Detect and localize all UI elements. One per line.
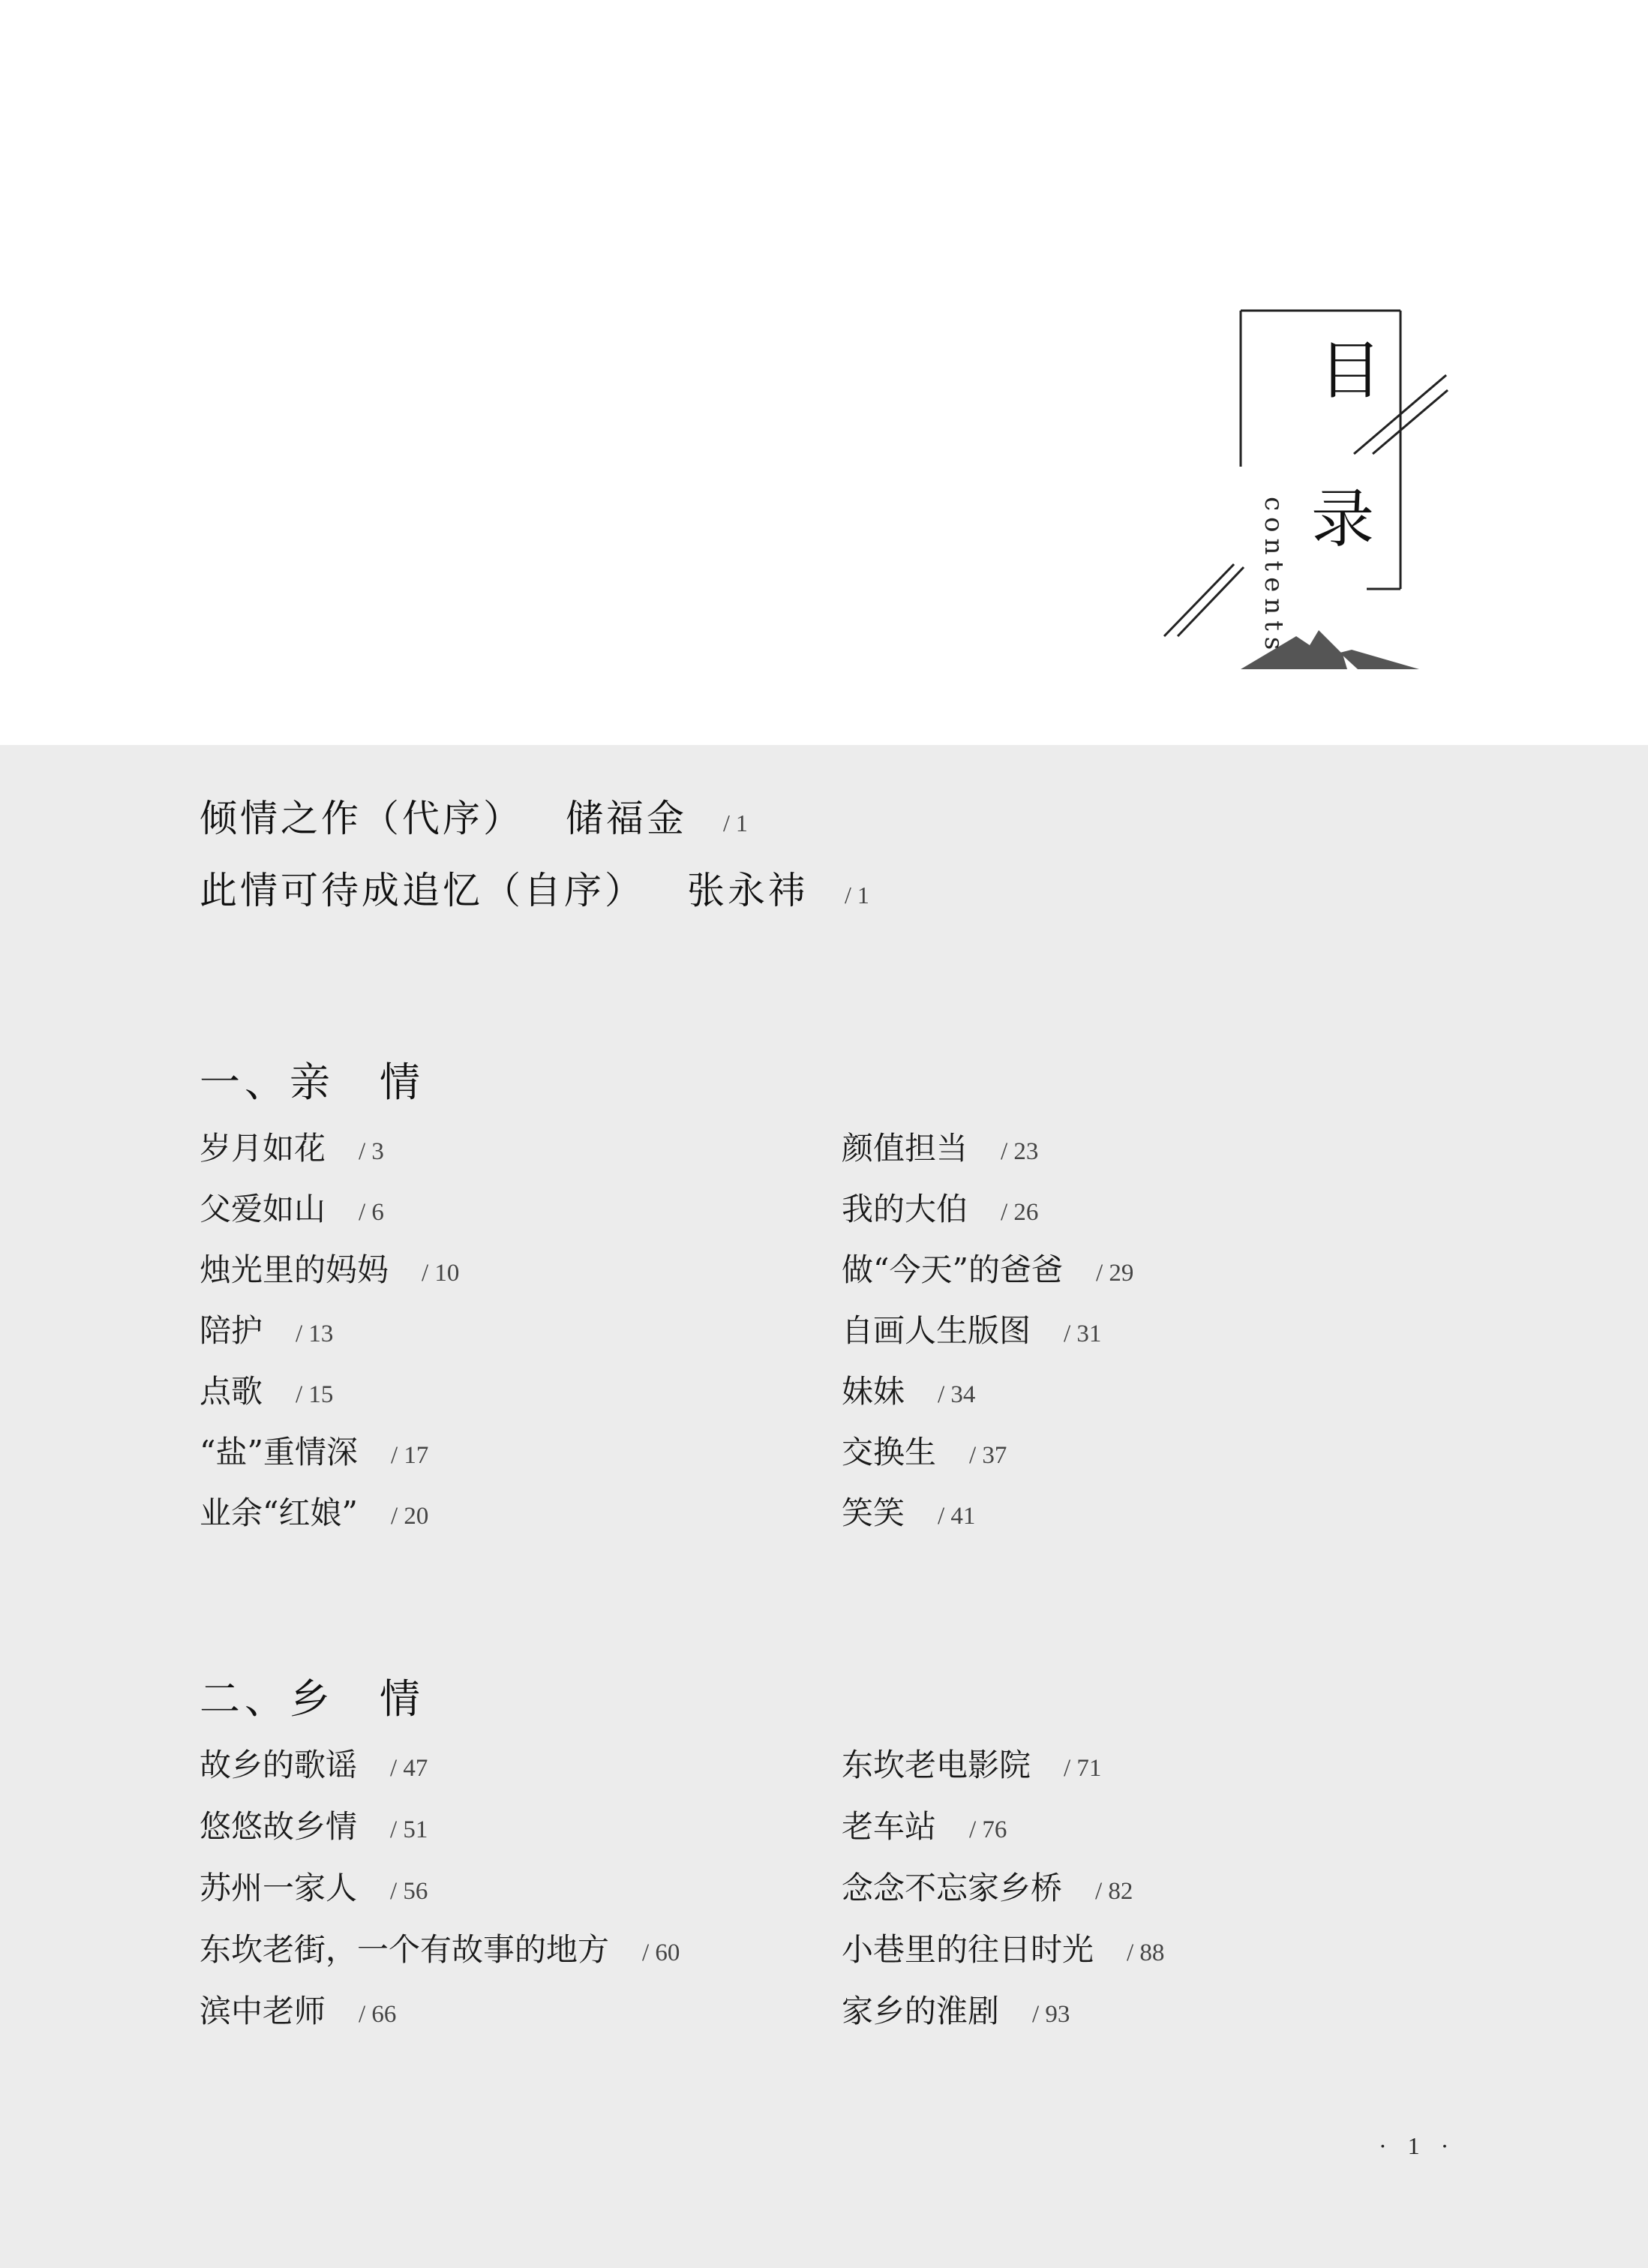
entry-title: 念念不忘家乡桥: [842, 1870, 1063, 1906]
page-number: / 13: [296, 1320, 334, 1347]
page-number: / 6: [359, 1199, 384, 1226]
list-item: [842, 1251, 1134, 1288]
entry-title: 陪护: [200, 1312, 263, 1349]
entry-title: 烛光里的妈妈: [200, 1251, 389, 1288]
entry-title: 点歌: [200, 1373, 263, 1410]
contents-emblem: [1155, 300, 1470, 690]
list-item: [200, 1434, 429, 1470]
preface-title: 倾情之作（代序）: [200, 797, 524, 840]
list-item: [200, 1993, 397, 2029]
page-number: / 47: [390, 1755, 428, 1782]
list-item: [200, 1251, 460, 1288]
page-number: / 71: [1064, 1755, 1102, 1782]
page-number: / 56: [390, 1878, 428, 1905]
preface-entry: [200, 797, 748, 840]
entry-title: 东坎老电影院: [842, 1747, 1031, 1783]
page-number: / 15: [296, 1381, 334, 1408]
list-item: [842, 1993, 1070, 2029]
list-item: [842, 1191, 1039, 1227]
list-item: [200, 1931, 680, 1968]
preface-entry: [200, 869, 869, 912]
list-item: [200, 1191, 384, 1227]
entry-title: 东坎老街，一个有故事的地方: [200, 1931, 610, 1968]
page-number: / 37: [969, 1442, 1007, 1469]
list-item: [842, 1312, 1102, 1349]
entry-title: 小巷里的往日时光: [842, 1931, 1094, 1968]
entry-title: 我的大伯: [842, 1191, 968, 1227]
heading-subtitle: contents: [1259, 497, 1289, 656]
page-number: / 17: [390, 1442, 429, 1469]
page-number: / 1: [845, 882, 869, 909]
page-folio: · 1 ·: [1379, 2132, 1457, 2159]
page-number: / 66: [359, 2001, 397, 2028]
list-item: [200, 1808, 428, 1845]
list-item: [842, 1434, 1007, 1470]
section-title: 二、乡 情: [200, 1675, 425, 1723]
page-number: / 20: [390, 1503, 429, 1530]
list-item: [842, 1373, 976, 1410]
entry-title: 笑笑: [842, 1494, 905, 1531]
entry-title: 悠悠故乡情: [200, 1808, 358, 1845]
page-number: / 60: [642, 1939, 680, 1966]
entry-title: 岁月如花: [200, 1130, 326, 1167]
page-number: / 76: [969, 1816, 1007, 1843]
page-number: / 3: [359, 1138, 384, 1165]
entry-title: 交换生: [842, 1434, 937, 1470]
list-item: [842, 1494, 976, 1531]
page-number: / 31: [1064, 1320, 1102, 1347]
entry-title: 故乡的歌谣: [200, 1747, 358, 1783]
list-item: [200, 1747, 428, 1783]
list-item: [200, 1130, 384, 1167]
page-number: / 93: [1032, 2001, 1070, 2028]
list-item: [842, 1870, 1133, 1906]
page-number: / 1: [723, 810, 748, 837]
entry-title: 苏州一家人: [200, 1870, 358, 1906]
page-number: / 10: [422, 1260, 460, 1287]
list-item: [200, 1870, 428, 1906]
page-number: / 51: [390, 1816, 428, 1843]
page-number: / 88: [1127, 1939, 1165, 1966]
list-item: [842, 1747, 1102, 1783]
entry-title: “盐”重情深: [200, 1434, 358, 1470]
page-number: / 29: [1095, 1260, 1134, 1287]
entry-title: 妹妹: [842, 1373, 905, 1410]
section-title: 一、亲 情: [200, 1059, 425, 1106]
entry-title: 老车站: [842, 1808, 937, 1845]
list-item: [200, 1312, 334, 1349]
heading-char-lu: 录: [1311, 482, 1375, 556]
entry-title: 做“今天”的爸爸: [842, 1251, 1063, 1288]
page-number: / 26: [1001, 1199, 1039, 1226]
preface-title: 此情可待成追忆（自序）: [200, 869, 645, 912]
list-item: [842, 1808, 1007, 1845]
preface-author: 张永祎: [687, 869, 809, 912]
page-number: / 34: [938, 1381, 976, 1408]
list-item: [200, 1373, 334, 1410]
entry-title: 颜值担当: [842, 1130, 968, 1167]
entry-title: 父爱如山: [200, 1191, 326, 1227]
page-number: / 82: [1095, 1878, 1133, 1905]
entry-title: 自画人生版图: [842, 1312, 1031, 1349]
list-item: [842, 1130, 1039, 1167]
heading-char-mu: 目: [1319, 334, 1382, 407]
entry-title: 业余“红娘”: [200, 1494, 358, 1531]
entry-title: 家乡的淮剧: [842, 1993, 1000, 2029]
page-number: / 23: [1001, 1138, 1039, 1165]
page-number: / 41: [938, 1503, 976, 1530]
list-item: [842, 1931, 1165, 1968]
list-item: [200, 1494, 429, 1531]
entry-title: 滨中老师: [200, 1993, 326, 2029]
preface-author: 储福金: [566, 797, 687, 840]
